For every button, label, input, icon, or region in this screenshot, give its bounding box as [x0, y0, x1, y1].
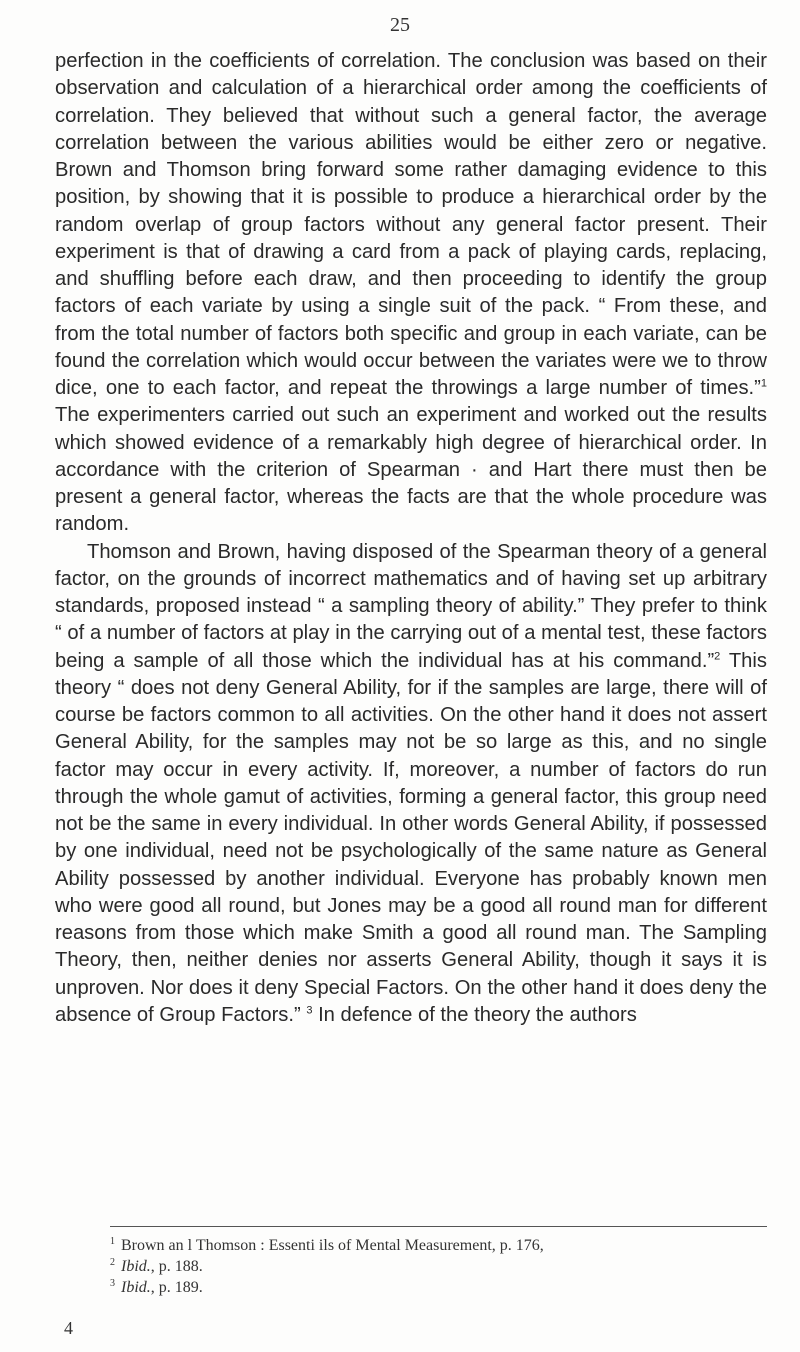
footnote-text: Brown an l Thomson : Essenti ils of Mental Measurement, p. 176, [121, 1237, 544, 1254]
footnote-reference: 1 [760, 377, 767, 390]
footnote [80, 1256, 770, 1277]
footnote-mark: 1 [110, 1235, 115, 1247]
footnote-reference: 3 [306, 1004, 313, 1017]
footnote [80, 1277, 770, 1298]
paragraph-text: In defence of the theory the authors [312, 1003, 637, 1026]
footnote-text: , p. 189. [150, 1279, 203, 1296]
page-number: 25 [390, 14, 410, 36]
footnote-ibid: Ibid. [121, 1279, 151, 1296]
paragraph-text: The experimenters carried out such an experiment and worked out the results which showed evidence of a remarkably high degree of hierarchical order. In accordance with the criterion of Spearman · and Hart there must then be present a general factor, whereas the facts are that the whole procedure was random. [55, 404, 767, 536]
paragraph [55, 539, 767, 1030]
footnote-ibid: Ibid. [121, 1258, 151, 1275]
paragraph [55, 48, 767, 539]
footnote-mark: 3 [110, 1277, 115, 1289]
footnote-mark: 2 [110, 1256, 115, 1268]
paragraph-text: perfection in the coefficients of correlation. The conclusion was based on their observation and calculation of a hierarchical order among the coefficients of correlation. They believed that without such a general factor, the average correlation between the various abilities would be either zero or negative. Brown and Thomson bring forward some rather damaging evidence to this position, by showing that it is possible to produce a hierarchical order by the random overlap of group factors without any general factor present. Their experiment is that of drawing a card from a pack of playing cards, replacing, and shuffling before each draw, and then proceeding to identify the group factors of each variate by using a single suit of the pack. “ From these, and from the total number of factors both specific and group in each variate, can be found the correlation which would occur between the variates were we to throw dice, one to each factor, and repeat the throwings a large number of times.” [55, 50, 767, 399]
footnote-separator [110, 1226, 767, 1227]
paragraph-text: This theory “ does not deny General Ability, for if the samples are large, there will of course be factors common to all activities. On the other hand it does not assert General Ability, for the samples may not be so large as this, and no single factor may occur in every activity. If, moreover, a number of factors do run through the whole gamut of activities, forming a general factor, this group need not be the same in every individual. In other words General Ability, if possessed by one individual, need not be psychologically of the same nature as General Ability possessed by another individual. Everyone has probably known men who were good all round, but Jones may be a good all round man for different reasons from those which make Smith a good all round man. The Sampling Theory, then, neither denies nor asserts General Ability, though it says it is unproven. Nor does it deny Special Factors. On the other hand it does deny the absence of Group Factors.” [55, 649, 767, 1026]
footnote-text: , p. 188. [150, 1258, 203, 1275]
paragraph-text: Thomson and Brown, having disposed of the Spearman theory of a general factor, on the grounds of incorrect mathematics and of having set up arbitrary standards, proposed instead “ a sampling theory of ability.” They prefer to think “ of a number of factors at play in the carrying out of a mental test, these factors being a sample of all those which the individual has at his command.” [55, 540, 767, 672]
footnotes [80, 1235, 770, 1298]
footnote [80, 1235, 770, 1256]
body-text [55, 48, 767, 1029]
signature-mark: 4 [64, 1318, 73, 1338]
footnote-reference: 2 [714, 649, 721, 662]
